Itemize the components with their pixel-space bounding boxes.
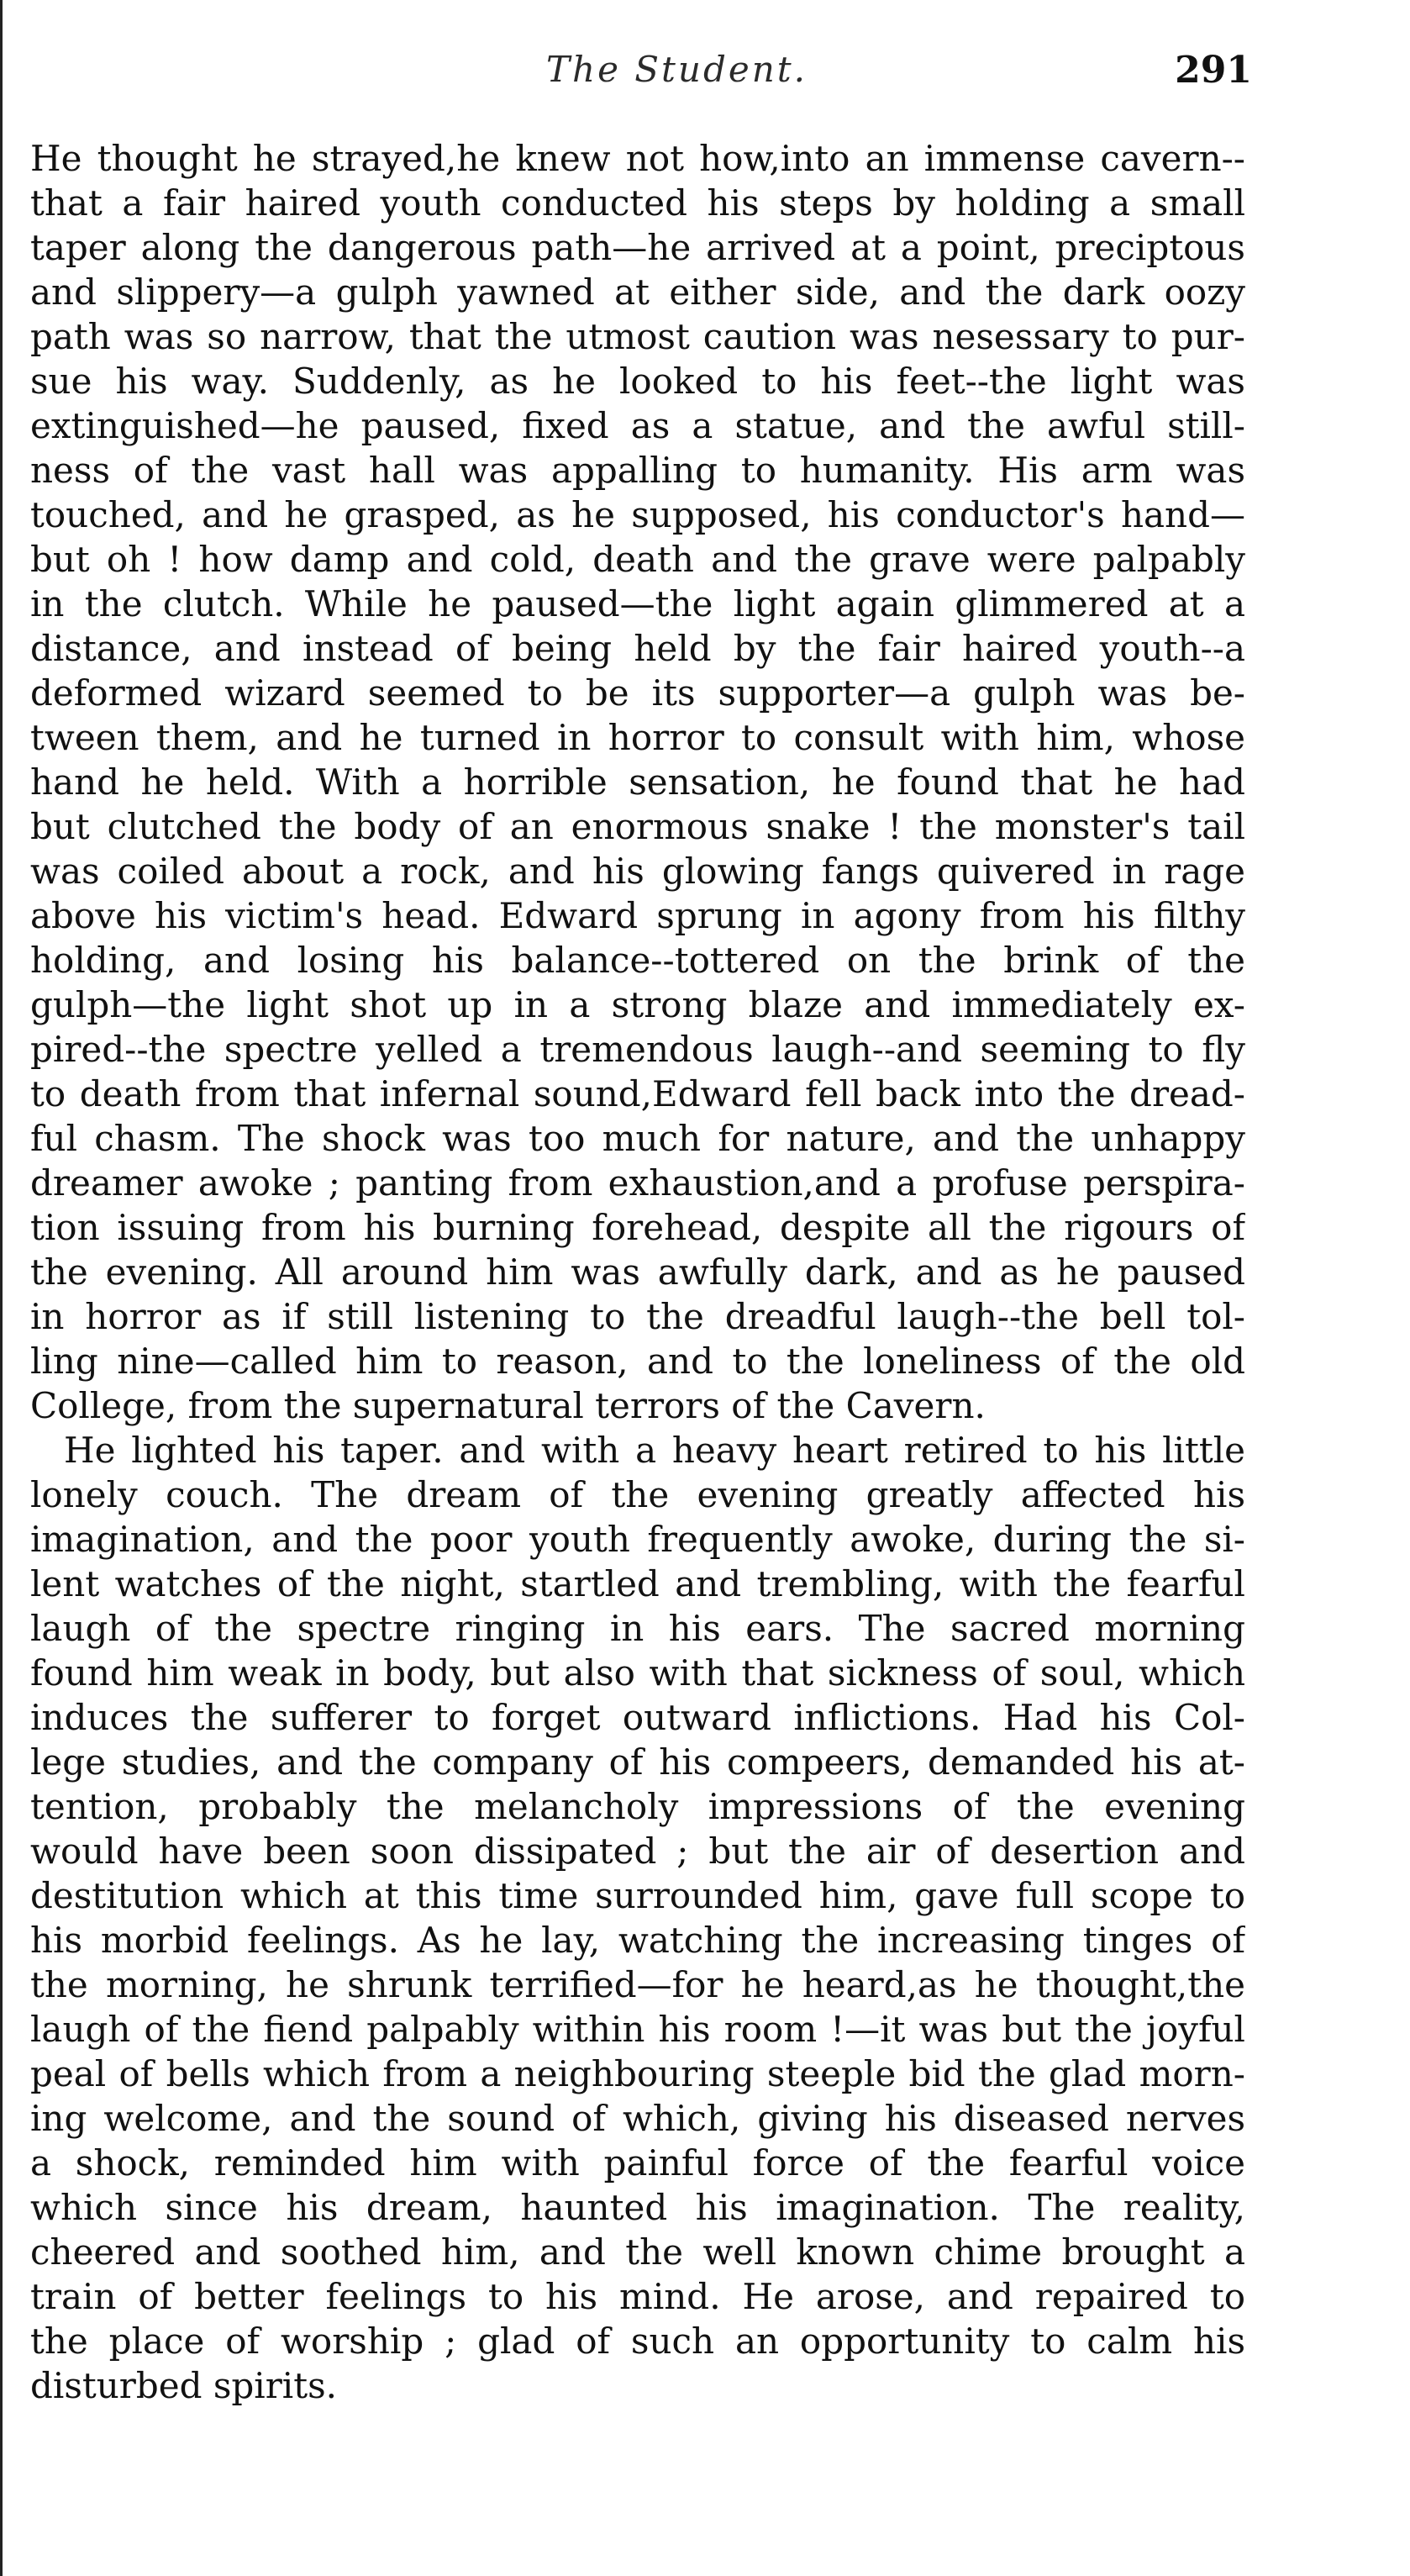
text-line: deformed wizard seemed to be its supporter—a gulph was be-	[30, 672, 1245, 714]
text-line: found him weak in body, but also with that sickness of soul, which	[30, 1652, 1245, 1694]
text-line: lege studies, and the company of his compeers, demanded his at-	[30, 1741, 1245, 1783]
text-line: ling nine—called him to reason, and to the loneliness of the old	[30, 1341, 1245, 1382]
text-line: distance, and instead of being held by the fair haired youth--a	[30, 628, 1245, 669]
text-line: which since his dream, haunted his imagination. The reality,	[30, 2187, 1245, 2228]
text-line: his morbid feelings. As he lay, watching the increasing tinges of	[30, 1920, 1245, 1961]
text-line: induces the sufferer to forget outward inflictions. Had his Col-	[30, 1697, 1245, 1738]
text-line: and slippery—a gulph yawned at either side, and the dark oozy	[30, 271, 1245, 313]
text-line: extinguished—he paused, fixed as a statue, and the awful still-	[30, 405, 1245, 446]
text-line: path was so narrow, that the utmost caution was nesessary to pur-	[30, 316, 1245, 357]
text-line: in horror as if still listening to the dreadful laugh--the bell tol-	[30, 1296, 1245, 1337]
text-line: ness of the vast hall was appalling to humanity. His arm was	[30, 450, 1245, 491]
text-line: peal of bells which from a neighbouring steeple bid the glad morn-	[30, 2053, 1245, 2094]
text-line: disturbed spirits.	[30, 2365, 338, 2406]
page-header	[34, 49, 1252, 108]
text-line: taper along the dangerous path—he arrived at a point, preciptous	[30, 227, 1245, 268]
text-line: He thought he strayed,he knew not how,into an immense cavern--	[30, 138, 1245, 179]
text-line: destitution which at this time surrounded him, gave full scope to	[30, 1875, 1245, 1916]
text-line: above his victim's head. Edward sprung in agony from his filthy	[30, 895, 1245, 936]
body-text	[30, 136, 1245, 2408]
text-line: was coiled about a rock, and his glowing fangs quivered in rage	[30, 851, 1245, 892]
text-line: laugh of the spectre ringing in his ears. The sacred morning	[30, 1608, 1245, 1649]
text-line: the morning, he shrunk terrified—for he heard,as he thought,the	[30, 1964, 1245, 2005]
text-line: pired--the spectre yelled a tremendous laugh--and seeming to fly	[30, 1029, 1245, 1070]
text-line: He lighted his taper. and with a heavy heart retired to his little	[64, 1430, 1245, 1471]
running-title: The Student.	[546, 49, 808, 90]
text-line: that a fair haired youth conducted his steps by holding a small	[30, 182, 1245, 224]
text-line: would have been soon dissipated ; but the air of desertion and	[30, 1831, 1245, 1872]
text-line: in the clutch. While he paused—the light again glimmered at a	[30, 583, 1245, 624]
text-line: a shock, reminded him with painful force of the fearful voice	[30, 2142, 1245, 2184]
text-line: ing welcome, and the sound of which, giving his diseased nerves	[30, 2098, 1245, 2139]
text-line: tention, probably the melancholy impressions of the evening	[30, 1786, 1245, 1827]
text-line: ful chasm. The shock was too much for nature, and the unhappy	[30, 1118, 1245, 1159]
text-line: the evening. All around him was awfully dark, and as he paused	[30, 1251, 1245, 1293]
text-line: College, from the supernatural terrors of the Cavern.	[30, 1385, 986, 1426]
text-line: tion issuing from his burning forehead, despite all the rigours of	[30, 1207, 1245, 1248]
paragraph-2	[30, 1428, 1245, 2408]
text-line: the place of worship ; glad of such an opportunity to calm his	[30, 2321, 1245, 2362]
text-line: imagination, and the poor youth frequently awoke, during the si-	[30, 1519, 1245, 1560]
page-number: 291	[1175, 49, 1252, 92]
text-line: but oh ! how damp and cold, death and the grave were palpably	[30, 539, 1245, 580]
text-line: lonely couch. The dream of the evening greatly affected his	[30, 1474, 1245, 1515]
text-line: sue his way. Suddenly, as he looked to his feet--the light was	[30, 361, 1245, 402]
text-line: cheered and soothed him, and the well known chime brought a	[30, 2231, 1245, 2273]
paragraph-1	[30, 136, 1245, 1428]
text-line: holding, and losing his balance--tottered on the brink of the	[30, 940, 1245, 981]
text-line: but clutched the body of an enormous snake ! the monster's tail	[30, 806, 1245, 847]
text-line: tween them, and he turned in horror to consult with him, whose	[30, 717, 1245, 758]
text-line: touched, and he grasped, as he supposed, his conductor's hand—	[30, 494, 1245, 535]
text-line: to death from that infernal sound,Edward fell back into the dread-	[30, 1073, 1245, 1114]
text-line: hand he held. With a horrible sensation, he found that he had	[30, 761, 1245, 803]
text-line: dreamer awoke ; panting from exhaustion,and a profuse perspira-	[30, 1162, 1245, 1204]
text-line: gulph—the light shot up in a strong blaze and immediately ex-	[30, 984, 1245, 1025]
text-line: train of better feelings to his mind. He arose, and repaired to	[30, 2276, 1245, 2317]
text-line: laugh of the fiend palpably within his room !—it was but the joyful	[30, 2009, 1245, 2050]
page-edge-rule	[0, 0, 3, 2576]
text-line: lent watches of the night, startled and trembling, with the fearful	[30, 1563, 1245, 1604]
